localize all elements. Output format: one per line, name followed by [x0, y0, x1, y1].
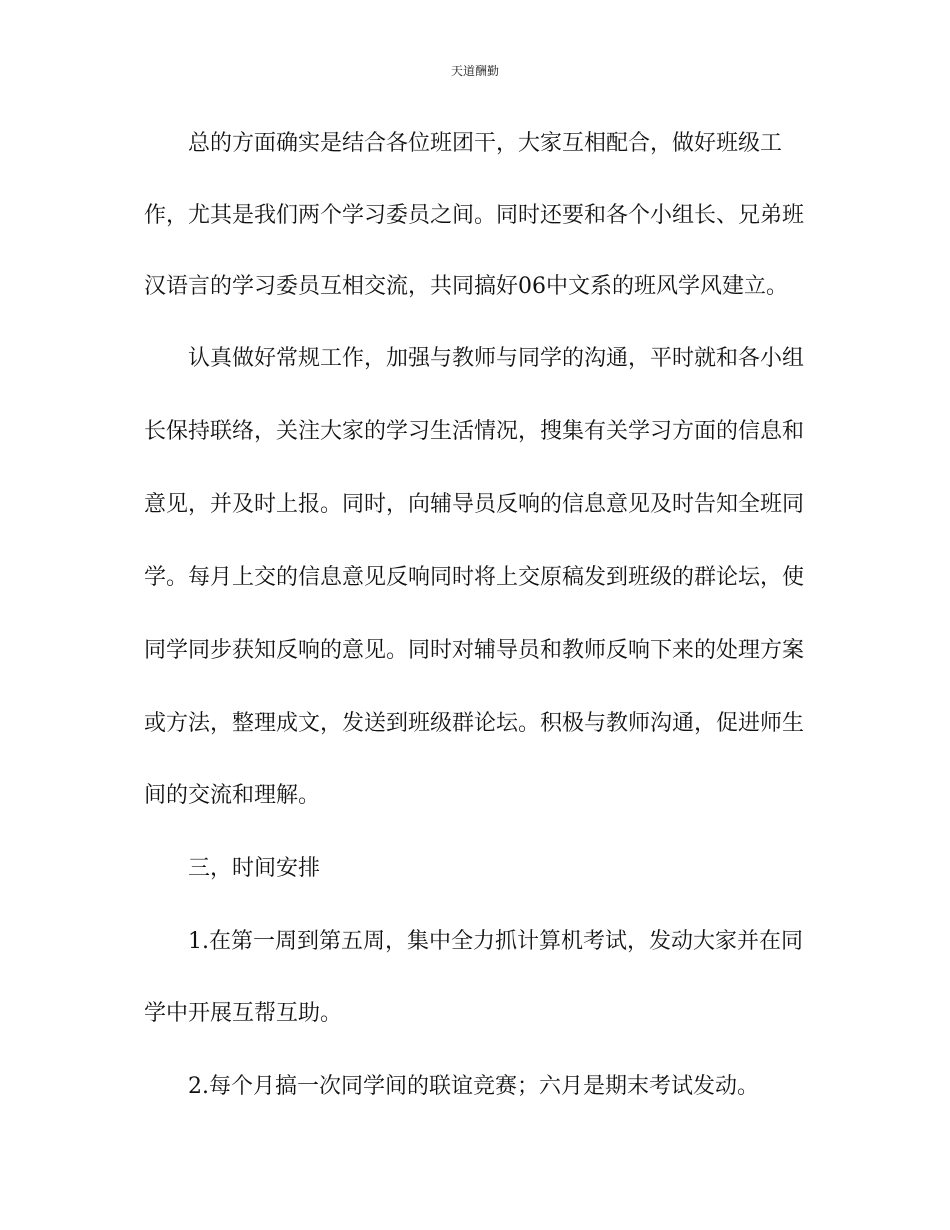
list-item: 1.在第一周到第五周，集中全力抓计算机考试，发动大家并在同 [188, 929, 803, 954]
list-item-continuation: 学中开展互帮互助。 [144, 1001, 343, 1026]
paragraph-line: 长保持联络，关注大家的学习生活情况，搜集有关学习方面的信息和 [144, 419, 805, 444]
paragraph-line: 间的交流和理解。 [144, 783, 321, 808]
paragraph-line: 同学同步获知反响的意见。同时对辅导员和教师反响下来的处理方案 [144, 638, 805, 663]
paragraph-line: 或方法，整理成文，发送到班级群论坛。积极与教师沟通，促进师生 [144, 711, 805, 736]
paragraph-line: 汉语言的学习委员互相交流，共同搞好06中文系的班风学风建立。 [144, 274, 788, 299]
paragraph-line: 总的方面确实是结合各位班团干，大家互相配合，做好班级工 [188, 131, 783, 156]
section-heading: 三，时间安排 [188, 856, 321, 881]
paragraph-line: 作，尤其是我们两个学习委员之间。同时还要和各个小组长、兄弟班 [144, 203, 805, 228]
paragraph-line: 学。每月上交的信息意见反响同时将上交原稿发到班级的群论坛，使 [144, 565, 805, 590]
list-item: 2.每个月搞一次同学间的联谊竞赛；六月是期末考试发动。 [188, 1074, 759, 1099]
paragraph-line: 认真做好常规工作，加强与教师与同学的沟通，平时就和各小组 [188, 346, 805, 371]
page-header: 天道酬勤 [450, 64, 499, 78]
paragraph-line: 意见，并及时上报。同时，向辅导员反响的信息意见及时告知全班同 [144, 492, 805, 517]
